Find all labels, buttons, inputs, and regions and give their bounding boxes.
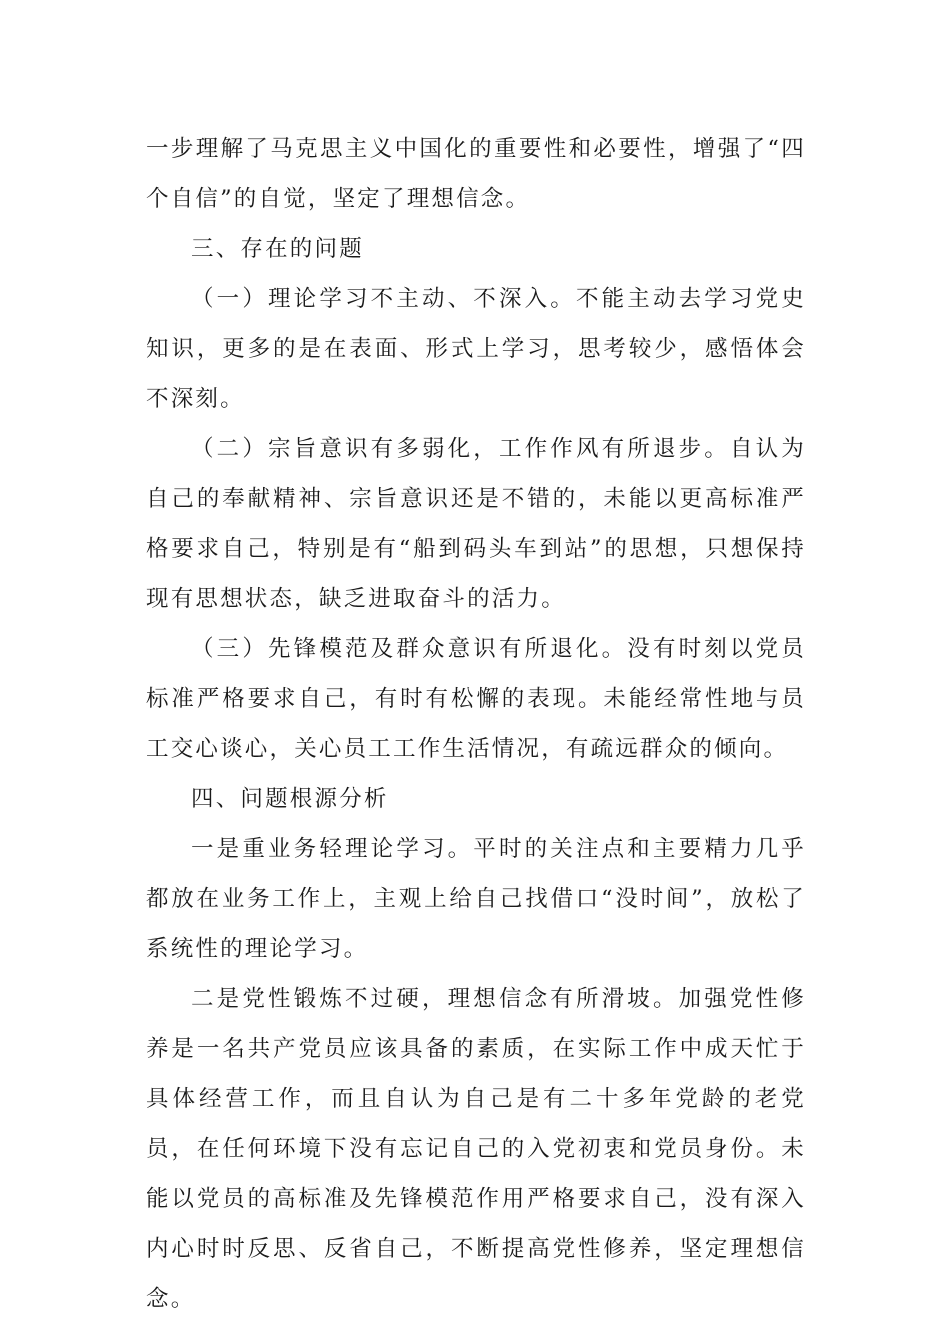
paragraph-problem-2: （二）宗旨意识有多弱化，工作作风有所退步。自认为自己的奉献精神、宗旨意识还是不错的，未能以更高标准严格要求自己，特别是有“船到码头车到站”的思想，只想保持现有思想状态，缺乏进取奋斗的活力。 <box>146 436 806 612</box>
paragraph-continuation: 一步理解了马克思主义中国化的重要性和必要性，增强了“四个自信”的自觉，坚定了理想信念。 <box>146 136 806 212</box>
paragraph-root-cause-2: 二是党性锻炼不过硬，理想信念有所滑坡。加强党性修养是一名共产党员应该具备的素质，在实际工作中成天忙于具体经营工作，而且自认为自己是有二十多年党龄的老党员，在任何环境下没有忘记自己的入党初衷和党员身份。未能以党员的高标准及先锋模范作用严格要求自己，没有深入内心时时反思、反省自己，不断提高党性修养，坚定理想信念。 <box>146 986 806 1312</box>
paragraph-root-cause-1: 一是重业务轻理论学习。平时的关注点和主要精力几乎都放在业务工作上，主观上给自己找借口“没时间”，放松了系统性的理论学习。 <box>146 836 806 962</box>
section-heading-root-cause: 四、问题根源分析 <box>191 786 389 812</box>
document-body <box>146 124 806 1324</box>
paragraph-problem-3: （三）先锋模范及群众意识有所退化。没有时刻以党员标准严格要求自己，有时有松懈的表现。未能经常性地与员工交心谈心，关心员工工作生活情况，有疏远群众的倾向。 <box>146 636 806 762</box>
section-heading-problems: 三、存在的问题 <box>191 236 364 262</box>
paragraph-problem-1: （一）理论学习不主动、不深入。不能主动去学习党史知识，更多的是在表面、形式上学习，思考较少，感悟体会不深刻。 <box>146 286 806 412</box>
